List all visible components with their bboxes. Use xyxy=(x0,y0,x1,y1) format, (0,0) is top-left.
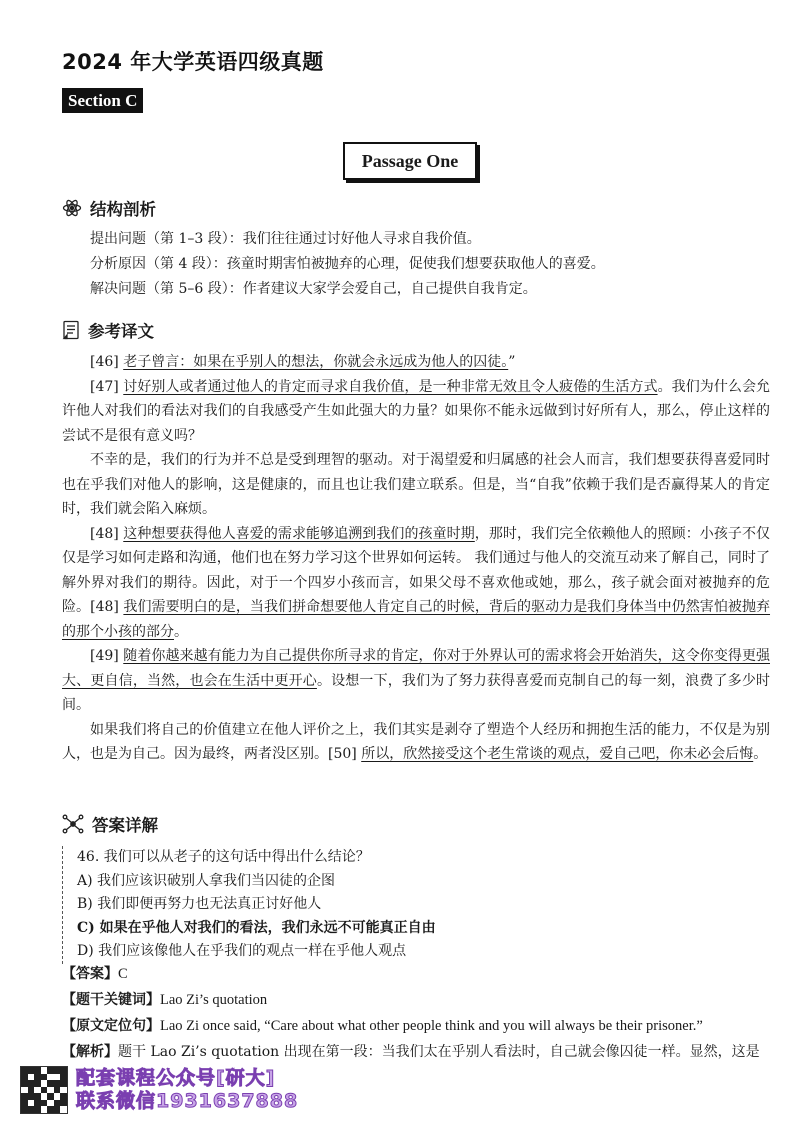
paragraph-1 xyxy=(62,350,770,375)
paragraph-6 xyxy=(62,718,770,767)
structure-line-3: 解决问题（第 5–6 段）：作者建议大家学会爱自己，自己提供自我肯定。 xyxy=(90,281,537,297)
keyword-line xyxy=(62,989,267,1011)
structure-line-2: 分析原因（第 4 段）：孩童时期害怕被抛弃的心理，促使我们想要获取他人的喜爱。 xyxy=(90,256,605,272)
question-ref-50: [50] xyxy=(328,746,357,762)
structure-line-1: 提出问题（第 1–3 段）：我们往往通过讨好他人寻求自我价值。 xyxy=(90,231,481,247)
structure-heading-text: 结构剖析 xyxy=(90,200,156,219)
question-ref-46: [46] xyxy=(90,354,119,370)
qr-code-icon xyxy=(20,1066,68,1114)
translation-body xyxy=(62,350,770,767)
promo-line-2: 联系微信1931637888 xyxy=(76,1090,299,1112)
question-stem: 46. 我们可以从老子的这句话中得出什么结论？ xyxy=(77,849,370,865)
option-c: C) 如果在乎他人对我们的看法，我们永远不可能真正自由 xyxy=(77,919,436,936)
underlined-sentence: 讨好别人或者通过他人的肯定而寻求自我价值，是一种非常无效且令人疲倦的生活方式 xyxy=(123,378,658,395)
analysis-value: 题干 Lao Zi’s quotation 出现在第一段：当我们太在乎别人看法时，自己就会像囚徒一样。显然，这是 xyxy=(118,1044,760,1060)
paragraph-2 xyxy=(62,375,770,449)
analysis-line xyxy=(62,1041,760,1063)
underlined-sentence: 所以，欣然接受这个老生常谈的观点，爱自己吧，你未必会后悔 xyxy=(361,746,754,762)
locate-tag: 【原文定位句】 xyxy=(62,1018,160,1034)
paragraph-text: 。设想一下，我们为了努力获得喜爱而克制自己的每一刻，浪费了多少时间。 xyxy=(62,672,770,713)
footer-promo xyxy=(20,1066,298,1114)
answers-heading xyxy=(62,812,158,836)
passage-title: Passage One xyxy=(343,142,477,180)
translation-heading-text: 参考译文 xyxy=(88,322,154,341)
keyword-value: Lao Zi’s quotation xyxy=(160,992,268,1008)
paragraph-3: 不幸的是，我们的行为并不总是受到理智的驱动。对于渴望爱和归属感的社会人而言，我们想要获得喜爱同时也在乎我们对他人的影响，这是健康的，而且也让我们建立联系。但是，当“自我”依赖于我们是否赢得某人的肯定时，我们就会陷入麻烦。 xyxy=(62,452,770,517)
paragraph-text: ” xyxy=(508,354,516,370)
question-ref-48: [48] xyxy=(90,599,119,615)
paragraph-text: 。 xyxy=(174,623,188,640)
paragraph-5 xyxy=(62,644,770,718)
promo-text xyxy=(76,1067,298,1113)
paragraph-text: 。我们为什么会允许他人对我们的看法对我们的自我感受产生如此强大的力量？如果你不能永远做到讨好所有人，那么，停止这样的尝试不是很有意义吗？ xyxy=(62,378,771,444)
option-d: D) 我们应该像他人在乎我们的观点一样在乎他人观点 xyxy=(77,943,407,959)
question-ref-49: [49] xyxy=(90,648,119,664)
translation-heading xyxy=(62,318,154,342)
answer-value: C xyxy=(118,966,128,982)
locate-line xyxy=(62,1015,703,1037)
paragraph-text: 。 xyxy=(753,746,768,762)
underlined-sentence: 我们需要明白的是，当我们拼命想要他人肯定自己的时候，背后的驱动力是我们身体当中仍然害怕被抛弃的那个小孩的部分 xyxy=(62,599,771,640)
keyword-tag: 【题干关键词】 xyxy=(62,992,160,1008)
document-icon xyxy=(62,320,80,340)
structure-heading xyxy=(62,196,156,220)
option-a: A) 我们应该识破别人拿我们当囚徒的企图 xyxy=(77,872,336,889)
answers-heading-text: 答案详解 xyxy=(92,816,158,835)
question-ref-47: [47] xyxy=(90,378,119,395)
promo-line-1: 配套课程公众号[研大] xyxy=(76,1067,276,1089)
paragraph-text: ，那时，我们完全依赖他人的照顾：小孩子不仅仅是学习如何走路和沟通，他们也在努力学习这个世界如何运转。 我们通过与他人的交流互动来了解自己，同时了解外界对我们的期待。因此，对于一个四岁小孩而言，如果父母不喜欢他或她，那么，孩子就会面对被抛弃的危险。 xyxy=(62,525,771,615)
paragraph-4 xyxy=(62,522,770,645)
locate-value: Lao Zi once said, “Care about what other people think and you will always be their prisoner.” xyxy=(160,1018,703,1034)
option-b: B) 我们即便再努力也无法真正讨好他人 xyxy=(77,896,322,912)
question-block xyxy=(62,846,677,964)
underlined-sentence: 随着你越来越有能力为自己提供你所寻求的肯定，你对于外界认可的需求将会开始消失，这令你变得更强大、更自信，当然，也会在生活中更开心 xyxy=(62,648,770,689)
analysis-tag: 【解析】 xyxy=(62,1044,118,1060)
answer-line xyxy=(62,963,128,985)
network-icon xyxy=(62,814,84,834)
question-ref-48: [48] xyxy=(90,525,119,542)
underlined-sentence: 这种想要获得他人喜爱的需求能够追溯到我们的孩童时期 xyxy=(123,525,475,542)
paragraph-text: 如果我们将自己的价值建立在他人评价之上，我们其实是剥夺了塑造个人经历和拥抱生活的能力，不仅是为别人，也是为自己。因为最终，两者没区别。 xyxy=(62,721,770,762)
atom-icon xyxy=(62,198,82,218)
answer-tag: 【答案】 xyxy=(62,966,118,982)
section-label: Section C xyxy=(62,88,143,113)
underlined-sentence: 老子曾言：如果在乎别人的想法，你就会永远成为他人的囚徒。 xyxy=(123,354,509,370)
page-title: 2024 年大学英语四级真题 xyxy=(62,50,324,74)
